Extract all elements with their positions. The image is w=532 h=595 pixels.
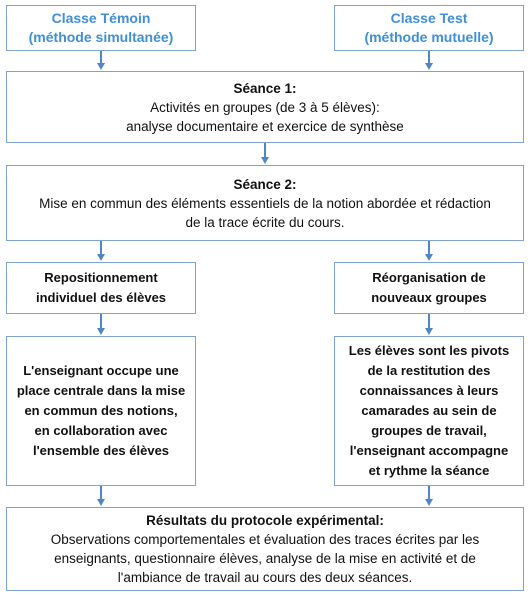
seance2-title: Séance 2: <box>233 176 297 192</box>
classe-temoin-title: Classe Témoin <box>51 10 151 26</box>
right-desc-line: Les élèves sont les pivots <box>348 343 510 358</box>
left-desc-line: place centrale dans la mise <box>16 383 186 398</box>
resultats-line3: l'ambiance de travail au cours des deux séances. <box>117 570 413 585</box>
seance2-line1: Mise en commun des éléments essentiels de la notion abordée et rédaction <box>39 195 491 211</box>
seance1-line1: Activités en groupes (de 3 à 5 élèves): <box>150 99 380 115</box>
seance2-box <box>6 165 524 241</box>
classe-test-method: (méthode mutuelle) <box>364 29 494 45</box>
resultats-title: Résultats du protocole expérimental: <box>146 513 384 528</box>
reorganisation-box <box>334 262 524 314</box>
seance1-line2: analyse documentaire et exercice de synthèse <box>126 118 404 134</box>
right-desc-line: groupes de travail, <box>371 423 487 438</box>
right-desc-line: camarades au sein de <box>361 403 497 418</box>
right-desc-line: de la restitution des <box>367 363 491 378</box>
reorganisation-line1: Réorganisation de <box>372 270 486 285</box>
classe-temoin-method: (méthode simultanée) <box>28 29 174 45</box>
repositionnement-line2: individuel des élèves <box>35 290 167 305</box>
repositionnement-line1: Repositionnement <box>44 270 158 285</box>
left-desc-line: l'ensemble des élèves <box>32 443 170 458</box>
right-desc-line: l'enseignant accompagne <box>349 443 509 458</box>
left-desc-line: en commun des notions, <box>24 403 178 418</box>
eleves-pivots-box <box>334 336 524 486</box>
classe-test-box <box>334 5 524 51</box>
reorganisation-line2: nouveaux groupes <box>371 290 487 305</box>
enseignant-central-box <box>6 336 196 486</box>
classe-test-title: Classe Test <box>390 10 468 26</box>
classe-temoin-box <box>6 5 196 51</box>
right-desc-line: connaissances à leurs <box>359 383 499 398</box>
resultats-box <box>6 507 524 591</box>
resultats-line1: Observations comportementales et évaluation des traces écrites par les <box>50 532 480 547</box>
seance1-title: Séance 1: <box>233 80 297 96</box>
left-desc-line: L'enseignant occupe une <box>23 363 179 378</box>
repositionnement-box <box>6 262 196 314</box>
seance1-box <box>6 71 524 143</box>
right-desc-line: et rythme la séance <box>368 463 490 478</box>
left-desc-line: en collaboration avec <box>34 423 168 438</box>
seance2-line2: de la trace écrite du cours. <box>185 214 345 230</box>
resultats-line2: enseignants, questionnaire élèves, analyse de la mise en activité et de <box>54 551 476 566</box>
